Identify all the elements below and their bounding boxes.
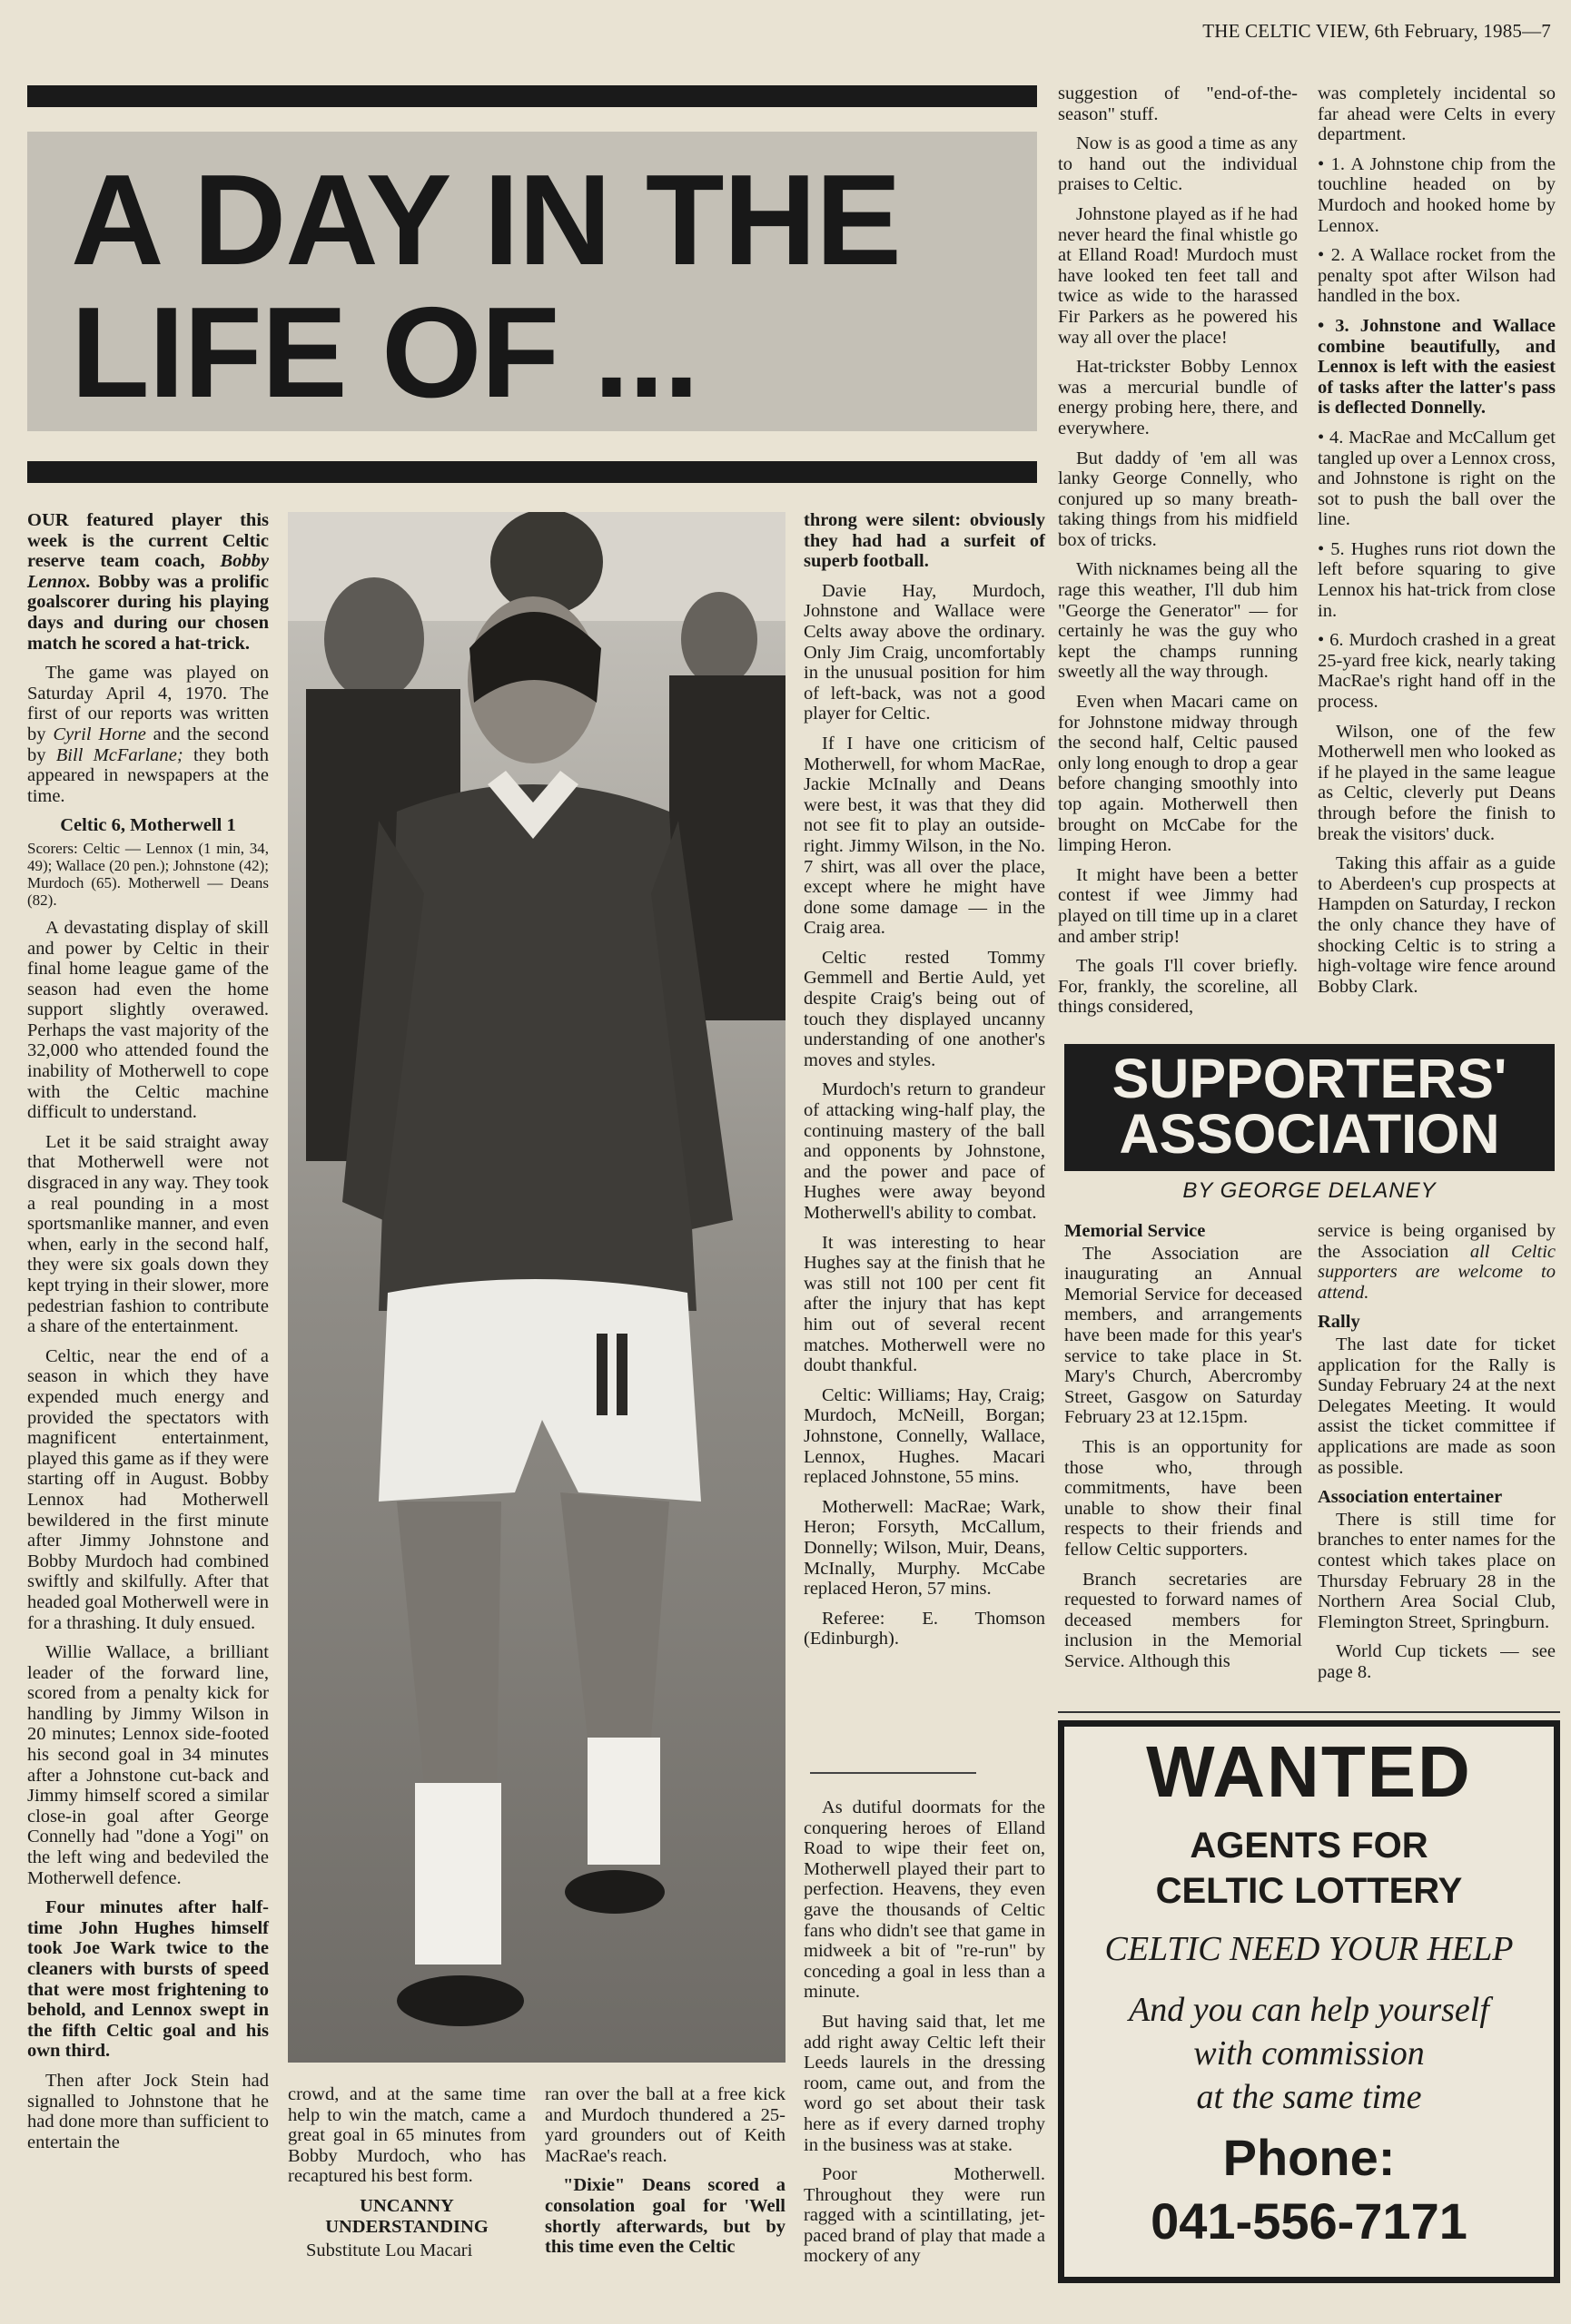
photo-illustration — [288, 512, 786, 2063]
advert-wanted: WANTED — [1146, 1731, 1472, 1812]
supporters-column-left — [1064, 1221, 1302, 1680]
subhead-rally: Rally — [1318, 1312, 1360, 1333]
bobby-lennox-photo — [288, 512, 786, 2063]
article-paragraph: Celtic, near the end of a season in which they have expended much energy and provided the spectators with magnificent entertainment, played this game as if they were starting off in August. Bobby Lennox had Motherwell bewildered in the first minute after Jimmy Johnstone and Bobby Murdoch had combined swiftly and skilfully. After that headed goal Motherwell were in for a thrashing. It duly ensued. — [27, 1345, 269, 1633]
under-photo-column-a — [288, 2084, 526, 2270]
scorers-line: Scorers: Celtic — Lennox (1 min, 34, 49); Wallace (20 pen.); Johnstone (42); Murdoch (65). Motherwell — Deans (82). — [27, 839, 269, 909]
article-paragraph: suggestion of "end-of-the-season" stuff. — [1058, 84, 1298, 124]
advert-phone: Phone: 041-556-7171 — [1151, 2129, 1467, 2250]
referee-line: Referee: E. Thomson (Edinburgh). — [804, 1608, 1045, 1649]
article-paragraph: A devastating display of skill and power by Celtic in their final home league game of the season had even the home support slightly overawed. Perhaps the vast majority of the 32,000 who attended found the inability of Motherwell to cope with the Celtic machine difficult to understand. — [27, 917, 269, 1123]
article-paragraph: Let it be said straight away that Motherwell were not disgraced in any way. They took a real pounding in a most sportsmanlike manner, and even when, early in the second half, they were six goals down they kept trying in their slower, more pedestrian fashion to contribute a share of the entertainment. — [27, 1131, 269, 1337]
advert-need-help: CELTIC NEED YOUR HELP — [1104, 1930, 1514, 1968]
article-column-4 — [1058, 84, 1298, 1027]
article-paragraph: was completely incidental so far ahead were Celts in every department. — [1318, 84, 1556, 145]
subhead-association-entertainer: Association entertainer — [1318, 1487, 1503, 1508]
article-paragraph: Four minutes after half-time John Hughes himself took Joe Wark twice to the cleaners with bursts of speed that were most frightening to behold, and Lennox swept in the fifth Celtic goal and his own third. — [27, 1897, 269, 2062]
team-line-celtic: Celtic: Williams; Hay, Craig; Murdoch, McNeill, Borgan; Johnstone, Connelly, Wallace, Lennox, Hughes. Macari replaced Johnstone, 55 mins. — [804, 1384, 1045, 1488]
intro-paragraph: OUR featured player this week is the current Celtic reserve team coach, Bobby Lennox. Bobby was a prolific goalscorer during his playing days and during our chosen match he scored a hat-trick. — [27, 510, 269, 654]
article-paragraph: crowd, and at the same time help to win the match, came a great goal in 65 minutes from Bobby Murdoch, who has recaptured his best form. — [288, 2084, 526, 2187]
article-paragraph: Johnstone played as if he had never heard the final whistle go at Elland Road! Murdoch must have looked ten feet tall and twice as wide to the harassed Fir Parkers as he powered his way all over the place! — [1058, 203, 1298, 348]
report-sources-paragraph: The game was played on Saturday April 4, 1970. The first of our reports was written by Cyril Horne and the second by Bill McFarlane; they both appeared in newspapers at the time. — [27, 663, 270, 806]
article-paragraph: Hat-trickster Bobby Lennox was a mercurial bundle of energy probing here, there, and everywhere. — [1058, 357, 1298, 438]
article-paragraph: "Dixie" Deans scored a consolation goal for 'Well shortly afterwards, but by this time even the Celtic — [545, 2175, 786, 2258]
article-paragraph: As dutiful doormats for the conquering heroes of Elland Road to wipe their feet on, Motherwell played their part to perfection. Heavens, they even gave the thousands of Celtic fans who didn't see that game in midweek a bit of "re-run" by conceding a goal in less than a minute. — [804, 1797, 1045, 2003]
article-column-1 — [27, 510, 269, 2162]
headline-line-1: A DAY IN THE — [71, 148, 901, 292]
article-paragraph: The goals I'll cover briefly. For, frankly, the scoreline, all things considered, — [1058, 956, 1298, 1018]
article-paragraph: Then after Jock Stein had signalled to Johnstone that he had done more than sufficient to entertain the — [27, 2070, 269, 2152]
article-paragraph: The Association are inaugurating an Annual Memorial Service for deceased members, and arrangements have been made for this year's service to take place in St. Mary's Church, Abercromby Street, Gasgow on Saturday February 23 at 12.15pm. — [1064, 1243, 1302, 1428]
advert-agents: AGENTS FOR CELTIC LOTTERY — [1155, 1826, 1463, 1911]
article-paragraph: Poor Motherwell. Throughout they were run ragged with a scintillating, jet-paced brand of play that made a mockery of any — [804, 2164, 1045, 2267]
subhead-uncanny-understanding: UNCANNY UNDERSTANDING — [325, 2195, 489, 2237]
article-paragraph: Willie Wallace, a brilliant leader of the forward line, scored from a penalty kick for handling by Jimmy Wilson in 20 minutes; Lennox side-footed his second goal in 34 minutes after a Johnstone cut-back and Jimmy himself scored a similar close-in goal after George Connelly had "done a Yogi" on the left wing and bedeviled the Motherwell defence. — [27, 1642, 269, 1888]
article-paragraph: throng were silent: obviously they had had a surfeit of superb football. — [804, 510, 1045, 572]
advert-commission: And you can help yourself with commission at the same time — [1129, 1991, 1489, 2116]
article-paragraph: Davie Hay, Murdoch, Johnstone and Wallace were Celts away above the ordinary. Only Jim Craig, uncomfortably in the unusual position for him of left-back, was not a good player for Celtic. — [804, 580, 1045, 724]
article-paragraph: It might have been a better contest if wee Jimmy had played on till time up in a claret and amber strip! — [1058, 864, 1298, 947]
article-paragraph: There is still time for branches to enter names for the contest which takes place on Thursday February 28 in the Northern Area Social Club, Flemington Street, Springburn. — [1318, 1509, 1556, 1632]
supporters-association-title: SUPPORTERS' ASSOCIATION — [1112, 1048, 1507, 1165]
match-score-heading: Celtic 6, Motherwell 1 — [60, 815, 236, 836]
goal-item: • 3. Johnstone and Wallace combine beautifully, and Lennox is left with the easiest of tasks after the latter's pass is deflected Donnelly. — [1318, 315, 1556, 419]
article-paragraph: service is being organised by the Association all Celtic supporters are welcome to attend. — [1318, 1221, 1556, 1303]
article-paragraph: World Cup tickets — see page 8. — [1318, 1641, 1556, 1682]
article-paragraph: Substitute Lou Macari — [306, 2240, 473, 2261]
article-paragraph: If I have one criticism of Motherwell, for whom MacRae, Jackie McInally and Deans were best, it was that they did not see fit to play an outside-right. Jimmy Wilson, in the No. 7 shirt, was all over the place, except where he might have done some damage — in the Craig area. — [804, 733, 1045, 939]
article-paragraph: Branch secretaries are requested to forward names of deceased members for inclusion in the Memorial Service. Although this — [1064, 1569, 1302, 1671]
article-paragraph: This is an opportunity for those who, through commitments, have been unable to show their final respects to their friends and fellow Celtic supporters. — [1064, 1436, 1302, 1560]
subhead-memorial-service: Memorial Service — [1064, 1221, 1206, 1241]
article-paragraph: But daddy of 'em all was lanky George Connelly, who conjured up so many breath-taking things from his midfield box of tricks. — [1058, 448, 1298, 550]
goal-item: • 1. A Johnstone chip from the touchline headed on by Murdoch and hooked home by Lennox. — [1318, 153, 1556, 236]
headline — [71, 148, 901, 425]
headline-top-rule — [27, 85, 1037, 107]
page-folio: THE CELTIC VIEW, 6th February, 1985—7 — [1202, 20, 1551, 42]
article-paragraph: Celtic rested Tommy Gemmell and Bertie Auld, yet despite Craig's being out of touch they displayed uncanny understanding of one another's moves and styles. — [804, 947, 1045, 1070]
article-column-3 — [804, 510, 1045, 1659]
section-divider — [810, 1772, 976, 1774]
article-paragraph: It was interesting to hear Hughes say at the finish that he was still not 100 per cent fit after the injury that has kept him out of several recent matches. Motherwell were no doubt thankful. — [804, 1232, 1045, 1376]
goal-item: • 4. MacRae and McCallum get tangled up over a Lennox cross, and Johnstone is right on the sot to push the ball over the line. — [1318, 427, 1556, 530]
team-line-motherwell: Motherwell: MacRae; Wark, Heron; Forsyth, McCallum, Donnelly; Wilson, Muir, Deans, McInally, Murphy. McCabe replaced Heron, 57 mins. — [804, 1496, 1045, 1600]
article-column-5 — [1318, 84, 1556, 1006]
goal-item: • 5. Hughes runs riot down the left before squaring to give Lennox his hat-trick from close in. — [1318, 538, 1556, 621]
article-paragraph: Wilson, one of the few Motherwell men who looked as if he played in the same league as Celtic, cleverly put Deans through before the finish to break the visitors' duck. — [1318, 721, 1556, 844]
article-paragraph: Taking this affair as a guide to Aberdeen's cup prospects at Hampden on Saturday, I reckon the only chance they have of shocking Celtic is to string a high-voltage wire fence around Bobby Clark. — [1318, 853, 1556, 997]
article-paragraph: Murdoch's return to grandeur of attacking wing-half play, the continuing mastery of the ball and opponents by Johnstone, and the power and pace of Hughes were away beyond Motherwell's ability to combat. — [804, 1079, 1045, 1223]
article-paragraph: But having said that, let me add right away Celtic left their Leeds laurels in the dressing room, came out, and from the word go set about their task here as if every darned trophy in the business was at stake. — [804, 2011, 1045, 2155]
article-paragraph: ran over the ball at a free kick and Murdoch thundered a 25-yard grounders out of Keith MacRae's reach. — [545, 2084, 786, 2166]
advert-divider — [1058, 1711, 1560, 1713]
article-paragraph: Now is as good a time as any to hand out the individual praises to Celtic. — [1058, 133, 1298, 195]
headline-bottom-rule — [27, 461, 1037, 483]
article-paragraph: The last date for ticket application for the Rally is Sunday February 24 at the next Delegates Meeting. It would assist the ticket committee if applications are made as soon as possible. — [1318, 1334, 1556, 1478]
article-paragraph: With nicknames being all the rage this weather, I'll dub him "George the Generator" — for certainly he was the guy who kept the champs running sweetly all the way through. — [1058, 559, 1298, 683]
goal-item: • 6. Murdoch crashed in a great 25-yard free kick, nearly taking MacRae's right hand off in the process. — [1318, 630, 1556, 713]
headline-line-2: LIFE OF ... — [71, 281, 699, 425]
article-paragraph: Even when Macari came on for Johnstone midway through the second half, Celtic paused only long enough to drop a gear before changing smoothly into top again. Motherwell then brought on McCabe for the limping Heron. — [1058, 692, 1298, 856]
supporters-byline: BY GEORGE DELANEY — [1182, 1178, 1437, 1203]
under-photo-column-b — [545, 2084, 786, 2267]
supporters-column-right — [1318, 1221, 1556, 1691]
article-column-3-second-report — [804, 1797, 1045, 2276]
goal-item: • 2. A Wallace rocket from the penalty spot after Wilson had handled in the box. — [1318, 245, 1556, 307]
